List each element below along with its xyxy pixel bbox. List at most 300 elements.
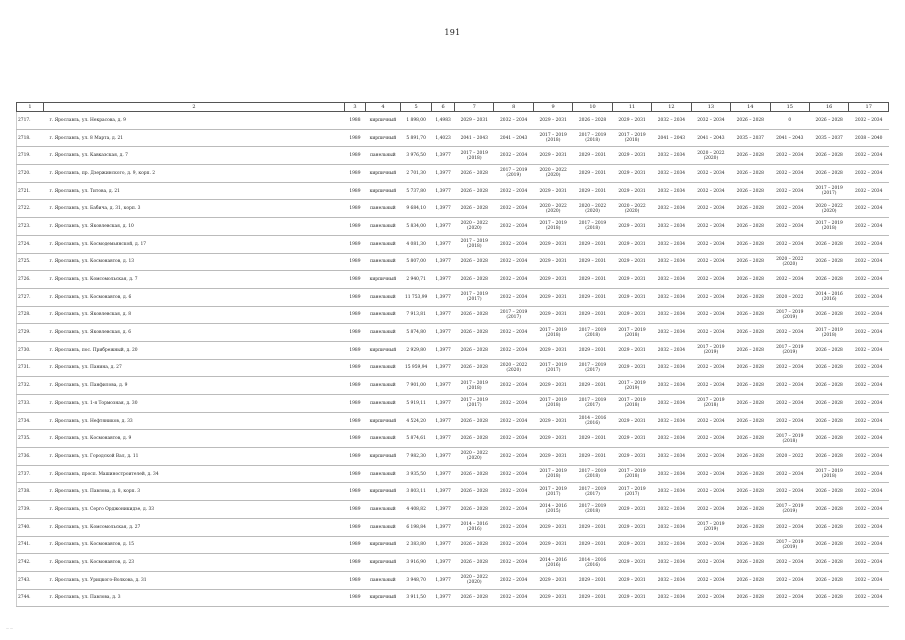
year-built-cell: 1989: [345, 448, 366, 466]
total-area-cell: 5 919,11: [401, 395, 432, 413]
wall-material-cell: панельный: [365, 324, 400, 342]
row-number-cell: 2731.: [17, 359, 44, 377]
repair-period-cell: 2032 – 2034: [494, 235, 533, 253]
repair-period-cell: 2032 – 2034: [691, 324, 730, 342]
repair-period-cell: 2017 – 2019 (2018): [809, 465, 848, 483]
row-number-cell: 2729.: [17, 324, 44, 342]
repair-period-cell: 2017 – 2019 (2018): [573, 324, 612, 342]
column-header-12: 12: [652, 103, 691, 112]
repair-period-cell: 2032 – 2034: [494, 218, 533, 236]
repair-period-cell: 2032 – 2034: [691, 165, 730, 183]
repair-period-cell: 2032 – 2034: [494, 182, 533, 200]
year-built-cell: 1989: [345, 589, 366, 607]
table-row: [17, 253, 889, 271]
repair-period-cell: 2026 – 2028: [809, 483, 848, 501]
repair-period-cell: 2032 – 2034: [652, 430, 691, 448]
repair-period-cell: 2029 – 2031: [612, 271, 651, 289]
repair-period-cell: 2017 – 2019 (2018): [573, 465, 612, 483]
wall-material-cell: панельный: [365, 518, 400, 536]
repair-period-cell: 2026 – 2028: [731, 395, 770, 413]
coefficient-cell: 1,3977: [432, 501, 455, 519]
repair-period-cell: 2029 – 2031: [533, 589, 572, 607]
repair-period-cell: 2032 – 2034: [652, 589, 691, 607]
repair-period-cell: 2029 – 2031: [533, 341, 572, 359]
address-cell: г. Ярославль, ул. Павлова, д. 8, корп. 3: [43, 483, 344, 501]
total-area-cell: 9 684,10: [401, 200, 432, 218]
repair-period-cell: 2029 – 2031: [533, 253, 572, 271]
coefficient-cell: 1,3977: [432, 377, 455, 395]
repair-period-cell: 2029 – 2031: [455, 112, 494, 130]
year-built-cell: 1989: [345, 430, 366, 448]
repair-period-cell: 2029 – 2031: [612, 536, 651, 554]
row-number-cell: 2723.: [17, 218, 44, 236]
repair-period-cell: 2029 – 2031: [573, 253, 612, 271]
repair-period-cell: 2032 – 2034: [652, 288, 691, 306]
repair-period-cell: 2017 – 2019 (2018): [809, 324, 848, 342]
wall-material-cell: кирпичный: [365, 165, 400, 183]
column-header-4: 4: [365, 103, 400, 112]
coefficient-cell: 1,3977: [432, 430, 455, 448]
repair-period-cell: 2032 – 2034: [849, 536, 889, 554]
repair-period-cell: 2026 – 2028: [731, 571, 770, 589]
repair-period-cell: 2032 – 2034: [494, 200, 533, 218]
wall-material-cell: панельный: [365, 200, 400, 218]
wall-material-cell: кирпичный: [365, 536, 400, 554]
repair-period-cell: 2020 – 2022: [770, 448, 809, 466]
repair-period-cell: 2026 – 2028: [573, 112, 612, 130]
repair-period-cell: 2032 – 2034: [652, 182, 691, 200]
year-built-cell: 1989: [345, 218, 366, 236]
repair-period-cell: 2032 – 2034: [691, 218, 730, 236]
repair-period-cell: 2032 – 2034: [652, 412, 691, 430]
repair-period-cell: 2041 – 2043: [770, 129, 809, 147]
repair-period-cell: 2032 – 2034: [652, 341, 691, 359]
year-built-cell: 1989: [345, 165, 366, 183]
repair-period-cell: 2029 – 2031: [612, 341, 651, 359]
column-header-5: 5: [401, 103, 432, 112]
wall-material-cell: кирпичный: [365, 112, 400, 130]
repair-period-cell: 2026 – 2028: [731, 554, 770, 572]
repair-period-cell: 2026 – 2028: [731, 182, 770, 200]
table-row: [17, 306, 889, 324]
table-row: [17, 412, 889, 430]
total-area-cell: 2 383,80: [401, 536, 432, 554]
row-number-cell: 2740.: [17, 518, 44, 536]
column-header-6: 6: [432, 103, 455, 112]
total-area-cell: 2 929,80: [401, 341, 432, 359]
wall-material-cell: кирпичный: [365, 341, 400, 359]
repair-period-cell: 2026 – 2028: [731, 518, 770, 536]
repair-period-cell: 2029 – 2031: [573, 518, 612, 536]
coefficient-cell: 1,3977: [432, 288, 455, 306]
repair-period-cell: 2026 – 2028: [731, 253, 770, 271]
repair-period-cell: 2032 – 2034: [691, 554, 730, 572]
row-number-cell: 2735.: [17, 430, 44, 448]
repair-period-cell: 2032 – 2034: [849, 324, 889, 342]
repair-period-cell: 2032 – 2034: [691, 112, 730, 130]
repair-period-cell: 2029 – 2031: [533, 147, 572, 165]
repair-period-cell: 2032 – 2034: [770, 465, 809, 483]
column-header-2: 2: [43, 103, 344, 112]
repair-period-cell: 2032 – 2034: [494, 377, 533, 395]
repair-period-cell: 2032 – 2034: [770, 324, 809, 342]
repair-period-cell: 2035 – 2037: [809, 129, 848, 147]
table-row: [17, 465, 889, 483]
repair-period-cell: 2017 – 2019 (2018): [612, 324, 651, 342]
repair-period-cell: 2032 – 2034: [849, 359, 889, 377]
repair-period-cell: 2026 – 2028: [455, 536, 494, 554]
address-cell: г. Ярославль, ул. Павлова, д. 3: [43, 589, 344, 607]
coefficient-cell: 1,3977: [432, 235, 455, 253]
wall-material-cell: панельный: [365, 306, 400, 324]
repair-period-cell: 2026 – 2028: [809, 412, 848, 430]
coefficient-cell: 1,3977: [432, 253, 455, 271]
wall-material-cell: кирпичный: [365, 589, 400, 607]
total-area-cell: 7 913,81: [401, 306, 432, 324]
repair-period-cell: 2032 – 2034: [849, 288, 889, 306]
table-row: [17, 324, 889, 342]
repair-period-cell: 2029 – 2031: [573, 165, 612, 183]
repair-period-cell: 2029 – 2031: [533, 235, 572, 253]
repair-period-cell: 2020 – 2022 (2020): [494, 359, 533, 377]
repair-period-cell: 2026 – 2028: [809, 448, 848, 466]
total-area-cell: 3 935,50: [401, 465, 432, 483]
repair-period-cell: 2029 – 2031: [533, 112, 572, 130]
repair-period-cell: 2017 – 2019 (2018): [770, 430, 809, 448]
address-cell: г. Ярославль, ул. Яковлевская, д. 6: [43, 324, 344, 342]
wall-material-cell: панельный: [365, 235, 400, 253]
repair-period-cell: 2032 – 2034: [849, 483, 889, 501]
repair-period-cell: 2032 – 2034: [849, 395, 889, 413]
repair-period-cell: 2020 – 2022 (2020): [573, 200, 612, 218]
repair-period-cell: 2026 – 2028: [455, 324, 494, 342]
repair-period-cell: 2026 – 2028: [455, 430, 494, 448]
repair-period-cell: 2041 – 2043: [494, 129, 533, 147]
repair-period-cell: 2026 – 2028: [809, 501, 848, 519]
table-row: [17, 571, 889, 589]
repair-period-cell: 2017 – 2019 (2018): [533, 129, 572, 147]
table-row: [17, 554, 889, 572]
row-number-cell: 2728.: [17, 306, 44, 324]
year-built-cell: 1989: [345, 147, 366, 165]
repair-period-cell: 2032 – 2034: [849, 589, 889, 607]
table-row: [17, 377, 889, 395]
table-row: [17, 589, 889, 607]
address-cell: г. Ярославль, ул. Комсомольская, д. 7: [43, 271, 344, 289]
total-area-cell: 3 803,11: [401, 483, 432, 501]
total-area-cell: 3 976,50: [401, 147, 432, 165]
repair-period-cell: 2026 – 2028: [809, 571, 848, 589]
repair-period-cell: 2032 – 2034: [849, 218, 889, 236]
row-number-cell: 2726.: [17, 271, 44, 289]
column-header-1: 1: [17, 103, 44, 112]
wall-material-cell: панельный: [365, 218, 400, 236]
repair-period-cell: 2017 – 2019 (2018): [533, 218, 572, 236]
coefficient-cell: 1,3977: [432, 200, 455, 218]
address-cell: г. Ярославль, ул. Яковлевская, д. 8: [43, 306, 344, 324]
table-row: [17, 182, 889, 200]
repair-period-cell: 2029 – 2031: [612, 501, 651, 519]
table-row: [17, 501, 889, 519]
repair-period-cell: 2026 – 2028: [731, 112, 770, 130]
repair-period-cell: 2041 – 2043: [691, 129, 730, 147]
repair-period-cell: 2032 – 2034: [652, 218, 691, 236]
year-built-cell: 1989: [345, 377, 366, 395]
repair-period-cell: 2026 – 2028: [455, 253, 494, 271]
coefficient-cell: 1,3977: [432, 465, 455, 483]
column-header-13: 13: [691, 103, 730, 112]
repair-period-cell: 2020 – 2022 (2020): [612, 200, 651, 218]
year-built-cell: 1989: [345, 571, 366, 589]
table-row: [17, 395, 889, 413]
column-header-16: 16: [809, 103, 848, 112]
year-built-cell: 1989: [345, 483, 366, 501]
repair-period-cell: 2032 – 2034: [849, 112, 889, 130]
repair-period-cell: 2032 – 2034: [691, 253, 730, 271]
column-header-3: 3: [345, 103, 366, 112]
repair-period-cell: 2026 – 2028: [731, 306, 770, 324]
repair-period-cell: 2026 – 2028: [455, 554, 494, 572]
table-row: [17, 271, 889, 289]
row-number-cell: 2733.: [17, 395, 44, 413]
row-number-cell: 2741.: [17, 536, 44, 554]
repair-period-cell: 2032 – 2034: [652, 235, 691, 253]
address-cell: г. Ярославль, ул. Космонавтов, д. 15: [43, 536, 344, 554]
repair-period-cell: 2032 – 2034: [849, 271, 889, 289]
repair-period-cell: 2032 – 2034: [652, 501, 691, 519]
repair-period-cell: 2029 – 2031: [573, 341, 612, 359]
year-built-cell: 1989: [345, 395, 366, 413]
total-area-cell: 3 916,90: [401, 554, 432, 572]
row-number-cell: 2732.: [17, 377, 44, 395]
repair-period-cell: 2029 – 2031: [573, 182, 612, 200]
repair-period-cell: 2017 – 2019 (2017): [573, 483, 612, 501]
column-header-11: 11: [612, 103, 651, 112]
table-row: [17, 430, 889, 448]
repair-period-cell: 2029 – 2031: [612, 112, 651, 130]
wall-material-cell: панельный: [365, 288, 400, 306]
repair-period-cell: 2029 – 2031: [612, 182, 651, 200]
coefficient-cell: 1,3977: [432, 271, 455, 289]
repair-period-cell: 2026 – 2028: [809, 235, 848, 253]
repair-period-cell: 2026 – 2028: [455, 359, 494, 377]
repair-period-cell: 2017 – 2019 (2019): [770, 341, 809, 359]
repair-period-cell: 2032 – 2034: [770, 271, 809, 289]
repair-period-cell: 2026 – 2028: [455, 182, 494, 200]
total-area-cell: 5 874,80: [401, 324, 432, 342]
repair-period-cell: 2038 – 2040: [849, 129, 889, 147]
repair-period-cell: 2029 – 2031: [612, 288, 651, 306]
repair-period-cell: 2032 – 2034: [849, 165, 889, 183]
repair-period-cell: 2026 – 2028: [809, 554, 848, 572]
repair-period-cell: 2026 – 2028: [455, 306, 494, 324]
coefficient-cell: 1,4983: [432, 112, 455, 130]
repair-period-cell: 2017 – 2019 (2018): [691, 395, 730, 413]
column-header-17: 17: [849, 103, 889, 112]
repair-period-cell: 2032 – 2034: [652, 571, 691, 589]
year-built-cell: 1989: [345, 182, 366, 200]
repair-period-cell: 2026 – 2028: [731, 147, 770, 165]
repair-period-cell: 2017 – 2019 (2019): [770, 501, 809, 519]
repair-period-cell: 2029 – 2031: [533, 182, 572, 200]
repair-period-cell: 2029 – 2031: [612, 554, 651, 572]
address-cell: г. Ярославль, пос. Прибрежный, д. 20: [43, 341, 344, 359]
year-built-cell: 1988: [345, 112, 366, 130]
repair-period-cell: 2032 – 2034: [652, 200, 691, 218]
repair-period-cell: 2032 – 2034: [494, 518, 533, 536]
row-number-cell: 2725.: [17, 253, 44, 271]
repair-period-cell: 2026 – 2028: [731, 589, 770, 607]
wall-material-cell: панельный: [365, 253, 400, 271]
column-header-8: 8: [494, 103, 533, 112]
repair-period-cell: 2026 – 2028: [731, 288, 770, 306]
row-number-cell: 2727.: [17, 288, 44, 306]
year-built-cell: 1989: [345, 341, 366, 359]
repair-period-cell: 2032 – 2034: [494, 448, 533, 466]
repair-period-cell: 2017 – 2019 (2019): [612, 377, 651, 395]
address-cell: г. Ярославль, ул. Космонавтов, д. 23: [43, 554, 344, 572]
repair-period-cell: 2032 – 2034: [691, 430, 730, 448]
total-area-cell: 5 874,61: [401, 430, 432, 448]
wall-material-cell: кирпичный: [365, 483, 400, 501]
repair-period-cell: 2032 – 2034: [691, 571, 730, 589]
address-cell: г. Ярославль, ул. Комсомольская, д. 27: [43, 518, 344, 536]
repair-period-cell: 2026 – 2028: [455, 483, 494, 501]
total-area-cell: 5 737,80: [401, 182, 432, 200]
repair-period-cell: 2029 – 2031: [612, 448, 651, 466]
repair-period-cell: 2026 – 2028: [455, 200, 494, 218]
address-cell: г. Ярославль, ул. 8 Марта, д. 21: [43, 129, 344, 147]
year-built-cell: 1989: [345, 554, 366, 572]
repair-period-cell: 2026 – 2028: [731, 430, 770, 448]
repair-period-cell: 2026 – 2028: [731, 341, 770, 359]
year-built-cell: 1989: [345, 536, 366, 554]
repair-period-cell: 2026 – 2028: [809, 359, 848, 377]
repair-period-cell: 2026 – 2028: [731, 359, 770, 377]
repair-period-cell: 2032 – 2034: [494, 288, 533, 306]
repair-period-cell: 2026 – 2028: [731, 271, 770, 289]
repair-period-cell: 2032 – 2034: [849, 253, 889, 271]
repair-period-cell: 2029 – 2031: [573, 448, 612, 466]
repair-period-cell: 2032 – 2034: [652, 448, 691, 466]
repair-period-cell: 2029 – 2031: [573, 589, 612, 607]
repair-period-cell: 2026 – 2028: [809, 147, 848, 165]
row-number-cell: 2720.: [17, 165, 44, 183]
repair-period-cell: 2017 – 2019 (2018): [573, 501, 612, 519]
repair-period-cell: 2032 – 2034: [494, 253, 533, 271]
table-row: [17, 448, 889, 466]
address-cell: г. Ярославль, ул. Панина, д. 27: [43, 359, 344, 377]
total-area-cell: 1 898,00: [401, 112, 432, 130]
address-cell: г. Ярославль, просп. Машиностроителей, д. 34: [43, 465, 344, 483]
repair-period-cell: 2026 – 2028: [455, 501, 494, 519]
table-row: [17, 483, 889, 501]
wall-material-cell: панельный: [365, 571, 400, 589]
repair-period-cell: 2026 – 2028: [809, 518, 848, 536]
repair-period-cell: 2017 – 2019 (2019): [770, 306, 809, 324]
coefficient-cell: 1,3977: [432, 448, 455, 466]
repair-period-cell: 2026 – 2028: [809, 306, 848, 324]
table-row: [17, 341, 889, 359]
repair-period-cell: 2020 – 2022 (2020): [455, 218, 494, 236]
repair-period-cell: 2032 – 2034: [770, 147, 809, 165]
wall-material-cell: панельный: [365, 377, 400, 395]
coefficient-cell: 1,3977: [432, 589, 455, 607]
repair-period-cell: 2029 – 2031: [533, 377, 572, 395]
repair-period-cell: 2026 – 2028: [455, 271, 494, 289]
row-number-cell: 2737.: [17, 465, 44, 483]
coefficient-cell: 1,3977: [432, 165, 455, 183]
coefficient-cell: 1,3977: [432, 412, 455, 430]
row-number-cell: 2718.: [17, 129, 44, 147]
repair-period-cell: 2032 – 2034: [652, 554, 691, 572]
table-row: [17, 200, 889, 218]
repair-period-cell: 2026 – 2028: [731, 165, 770, 183]
page-number: 191: [444, 28, 461, 37]
repair-period-cell: 2032 – 2034: [691, 483, 730, 501]
repair-period-cell: 2026 – 2028: [731, 483, 770, 501]
repair-period-cell: 2029 – 2031: [573, 536, 612, 554]
row-number-cell: 2739.: [17, 501, 44, 519]
address-cell: г. Ярославль, ул. Серго Орджоникидзе, д. 33: [43, 501, 344, 519]
repair-period-cell: 2032 – 2034: [770, 165, 809, 183]
total-area-cell: 4 081,30: [401, 235, 432, 253]
wall-material-cell: панельный: [365, 430, 400, 448]
repair-period-cell: 2032 – 2034: [849, 341, 889, 359]
year-built-cell: 1989: [345, 359, 366, 377]
repair-period-cell: 2032 – 2034: [652, 377, 691, 395]
table-row: [17, 359, 889, 377]
total-area-cell: 3 911,50: [401, 589, 432, 607]
address-cell: г. Ярославль, пр. Дзержинского, д. 9, корп. 2: [43, 165, 344, 183]
coefficient-cell: 1,4023: [432, 129, 455, 147]
repair-period-cell: 2017 – 2019 (2017): [809, 182, 848, 200]
row-number-cell: 2730.: [17, 341, 44, 359]
table-body: [17, 112, 889, 607]
repair-period-cell: 2029 – 2031: [612, 165, 651, 183]
repair-period-cell: 2017 – 2019 (2019): [494, 165, 533, 183]
repair-period-cell: 2029 – 2031: [533, 536, 572, 554]
repair-period-cell: 2026 – 2028: [455, 341, 494, 359]
coefficient-cell: 1,3977: [432, 483, 455, 501]
table-row: [17, 165, 889, 183]
coefficient-cell: 1,3977: [432, 554, 455, 572]
repair-period-cell: 2026 – 2028: [809, 430, 848, 448]
total-area-cell: 7 901,00: [401, 377, 432, 395]
address-cell: г. Ярославль, ул. Урицкого-Волкова, д. 31: [43, 571, 344, 589]
repair-period-cell: 2041 – 2043: [652, 129, 691, 147]
repair-period-cell: 2032 – 2034: [652, 483, 691, 501]
total-area-cell: 7 982,30: [401, 448, 432, 466]
row-number-cell: 2719.: [17, 147, 44, 165]
wall-material-cell: кирпичный: [365, 448, 400, 466]
repair-period-cell: 2041 – 2043: [455, 129, 494, 147]
address-cell: г. Ярославль, ул. Бабича, д. 31, корп. 3: [43, 200, 344, 218]
repair-period-cell: 2029 – 2031: [612, 589, 651, 607]
repair-period-cell: 2017 – 2019 (2018): [455, 377, 494, 395]
repair-period-cell: 2020 – 2022 (2020): [770, 253, 809, 271]
repair-period-cell: 2017 – 2019 (2017): [612, 483, 651, 501]
coefficient-cell: 1,3977: [432, 518, 455, 536]
repair-period-cell: 2032 – 2034: [849, 465, 889, 483]
repair-period-cell: 2032 – 2034: [652, 306, 691, 324]
repair-period-cell: 2029 – 2031: [573, 306, 612, 324]
repair-period-cell: 2029 – 2031: [573, 377, 612, 395]
repair-period-cell: 2032 – 2034: [691, 288, 730, 306]
repair-period-cell: 2026 – 2028: [809, 395, 848, 413]
repair-period-cell: 2017 – 2019 (2017): [455, 395, 494, 413]
repair-period-cell: 2032 – 2034: [494, 589, 533, 607]
